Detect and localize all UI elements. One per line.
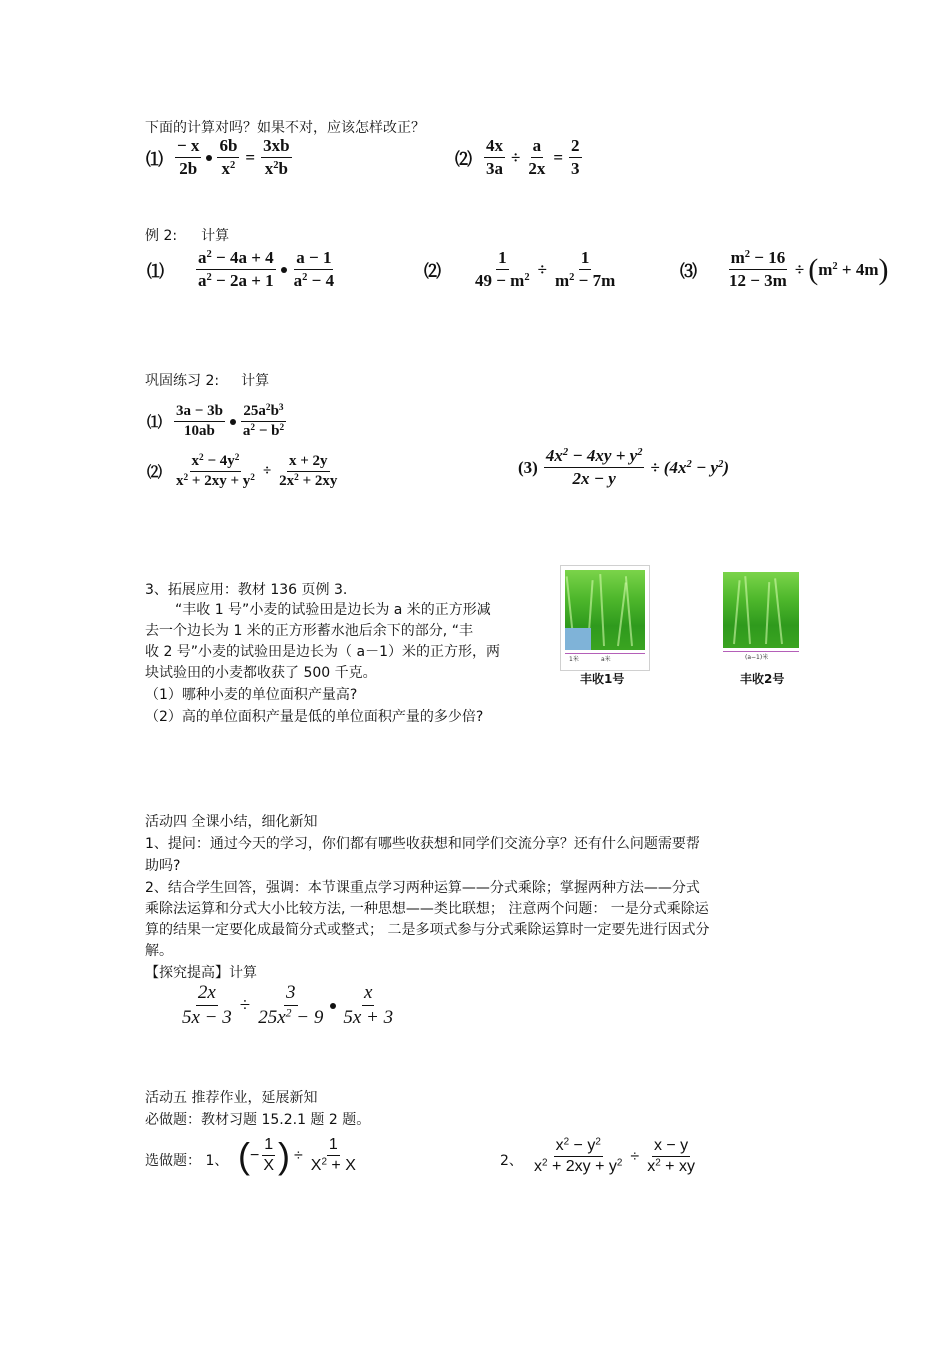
optional-formula-2: $\frac{x^2 - y^2}{x^2 + 2xy + y^2}$ ÷ $\frac{x - y}{x^2 + xy}$ <box>534 1136 695 1175</box>
practice2-heading: 巩固练习 2: 计算 <box>145 373 270 389</box>
practice2-formula-1: ⑴ 3a − 3b 10ab $25a^2b^3$ $a^2 - b^2$ <box>147 402 285 439</box>
formula-check-1: ⑴ − x 2b $\frac{6b}{x^2}$ = $\frac{3xb}{x^2b}$ <box>146 136 290 178</box>
extension-line-4: 收 2 号”小麦的试验田是边长为（ a－1）米的正方形，两 <box>145 644 500 660</box>
caption-harvest-1: 丰收1号 <box>580 672 625 686</box>
wheat-field-1-image <box>565 570 645 650</box>
caption-harvest-2: 丰收2号 <box>740 672 785 686</box>
optional-formula-1: ( − $\frac{1}{X}$ ) ÷ $\frac{1}{X^2 + X}$ <box>238 1134 356 1176</box>
practice2-formula-3: (3) $\frac{4x^2 - 4xy + y^2}{2x - y}$ ÷ $(4x^2 - y^2)$ <box>518 446 730 488</box>
activity5-optional-2-label: 2、 <box>500 1153 523 1169</box>
activity4-p2c: 算的结果一定要化成最简分式或整式； 二是多项式参与分式乘除运算时一定要先进行因式分 <box>145 922 710 938</box>
example2-heading: 例 2: 计算 <box>145 228 230 244</box>
wheat-field-2-frame <box>719 568 805 664</box>
activity4-p2b: 乘除法运算和分式大小比较方法, 一种思想——类比联想； 注意两个问题： 一是分式乘除运 <box>145 901 709 917</box>
activity4-p1a: 1、提问：通过今天的学习，你们都有哪些收获想和同学们交流分享？还有什么问题需要帮 <box>145 836 700 852</box>
activity4-title: 活动四 全课小结，细化新知 <box>145 814 318 830</box>
wheat-field-2-image <box>723 572 799 648</box>
question-prompt: 下面的计算对吗？如果不对，应该怎样改正？ <box>145 120 425 136</box>
activity4-p2d: 解。 <box>145 943 173 959</box>
dimension-label-2: (a−1)米 <box>745 654 769 661</box>
activity5-required: 必做题：教材习题 15.2.1 题 2 题。 <box>145 1112 371 1128</box>
extension-question-1: （1）哪种小麦的单位面积产量高? <box>145 687 358 703</box>
activity4-p1b: 助吗? <box>145 858 181 874</box>
explore-heading: 【探究提高】计算 <box>145 965 257 981</box>
example2-formula-1: ⑴ $a^2 - 4a + 4$ $a^2 - 2a + 1$ a − 1 $a^2 - 4$ <box>147 248 335 290</box>
explore-formula: $\frac{2x}{5x - 3}$ ÷ $\frac{3}{25x^2 - 9}$ x 5x + 3 <box>182 982 394 1028</box>
extension-line-3: 去一个边长为 1 米的正方形蓄水池后余下的部分, “丰 <box>145 623 473 639</box>
dimension-label-1a: 1米 <box>569 656 579 663</box>
water-pool-square <box>565 628 591 650</box>
practice2-formula-2: ⑵ $\frac{x^2 - 4y^2}{x^2 + 2xy + y^2}$ ÷ $\frac{x + 2y}{2x^2 + 2xy}$ <box>147 452 338 489</box>
extension-line-5: 块试验田的小麦都收获了 500 千克。 <box>145 665 377 681</box>
activity5-optional-label: 选做题： 1、 <box>145 1153 229 1169</box>
activity4-p2a: 2、结合学生回答，强调：本节课重点学习两种运算——分式乘除；掌握两种方法——分式 <box>145 880 700 896</box>
extension-line-2: “丰收 1 号”小麦的试验田是边长为 a 米的正方形减 <box>175 602 491 618</box>
example2-formula-2: ⑵ $\frac{1}{49 - m^2}$ ÷ $\frac{1}{m^2 - 7m}$ <box>424 248 616 290</box>
example2-formula-3: ⑶ $\frac{m^2 - 16}{12 - 3m}$ ÷ ( $m^2 + 4m$ ) <box>680 248 889 290</box>
extension-question-2: （2）高的单位面积产量是低的单位面积产量的多少倍? <box>145 709 484 725</box>
extension-line-1: 3、拓展应用：教材 136 页例 3. <box>145 582 348 598</box>
activity5-title: 活动五 推荐作业，延展新知 <box>145 1090 318 1106</box>
formula-check-2: ⑵ $\frac{4x}{3a}$ ÷ $\frac{a}{2x}$ = $\frac{2}{3}$ <box>455 136 580 178</box>
wheat-field-1-frame <box>560 565 650 671</box>
dimension-label-1b: a米 <box>601 656 611 663</box>
